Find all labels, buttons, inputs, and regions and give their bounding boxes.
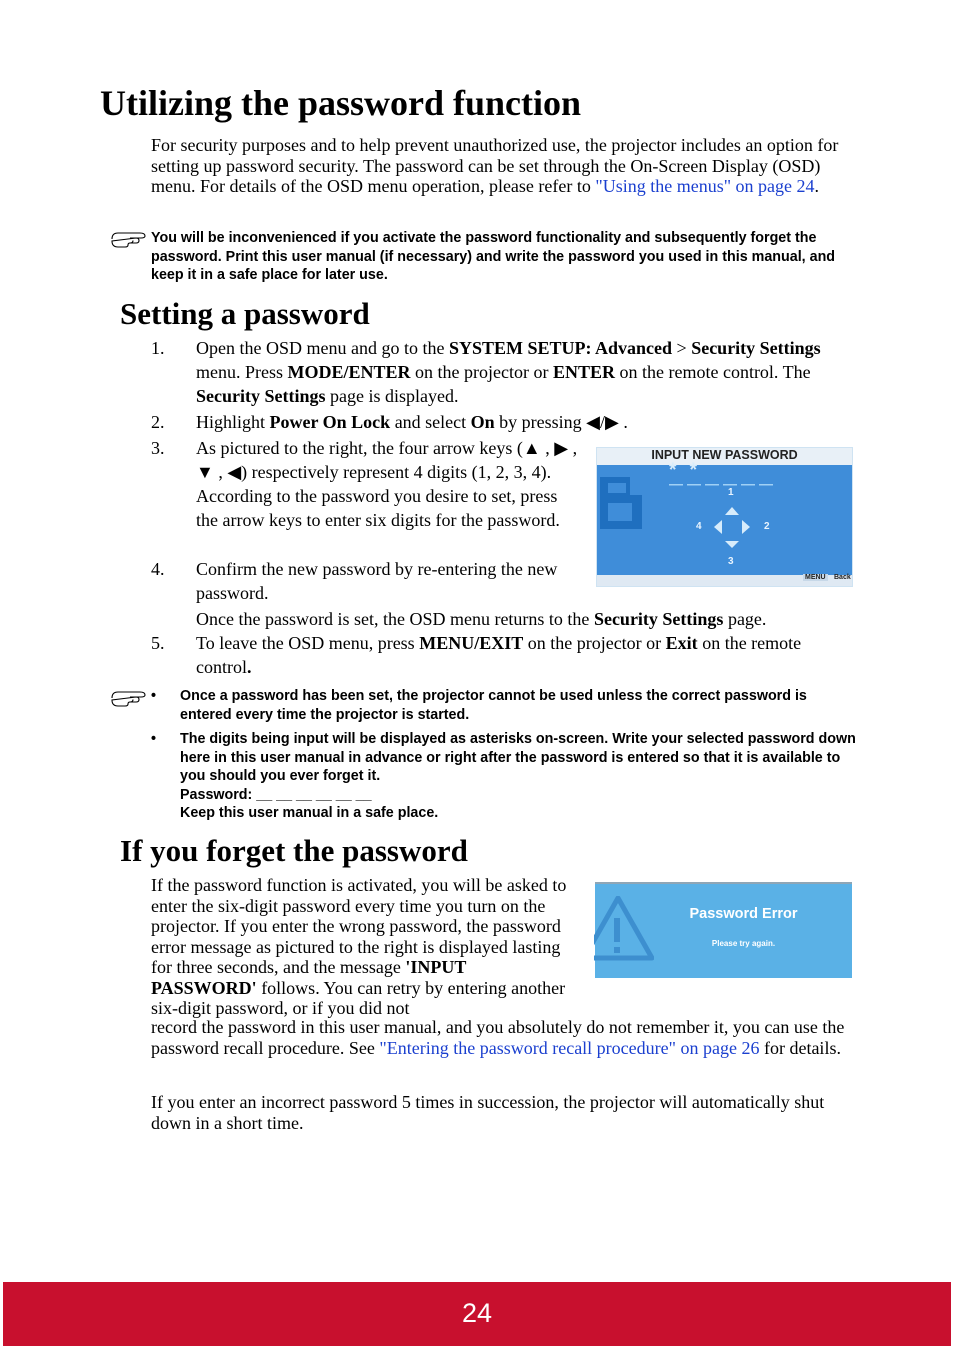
step-4-after: Once the password is set, the OSD menu returns to the Security Settings page. [196,609,767,629]
osd-digit-4: 4 [696,521,702,532]
osd-digit-3: 3 [728,556,734,567]
osd-digit-2: 2 [764,521,770,532]
forget-paragraph-1a: If the password function is activated, you will be asked to enter the six-digit password every time you turn on the projector. If you enter the wrong password, the password error message as pictured to the right is displayed lasting for three seconds, and the message 'INPUT PASSWORD' follows. You can retry by entering another six-digit password, or if you did not [151,875,567,1018]
step-number: 3. [151,438,165,458]
section-heading-setting: Setting a password [120,296,370,331]
note-warning: You will be inconvenienced if you activate the password functionality and subsequently forget the password. Print this user manual (if necessary) and write the password you used in this manual, and keep it in a safe place for later use. [151,230,836,283]
keep-manual-text: Keep this user manual in a safe place. [180,805,439,821]
step-number: 2. [151,412,165,432]
page-footer [3,1282,951,1346]
step-number: 1. [151,338,165,358]
page-number: 24 [461,1298,493,1328]
osd-menu-key: MENU [805,574,826,581]
osd-asterisks: * * [669,460,702,481]
step-number: 4. [151,559,165,579]
section-heading-forget: If you forget the password [120,833,468,868]
intro-text: For security purposes and to help prevent unauthorized use, the projector includes an option for setting up password security. The password can be set through the On-Screen Display (OSD) menu. For details of the OSD menu operation, please refer to [151,135,839,196]
note-bullet-2 [180,730,856,823]
forget-paragraph-1b: record the password in this user manual, and you absolutely do not remember it, you can use the password recall procedure. See "Entering the password recall procedure" on page 26 for details. [151,1017,845,1058]
osd-back-label: Back [834,574,851,581]
intro-end: . [814,176,820,196]
step-5-text: To leave the OSD menu, press MENU/EXIT on the projector or Exit on the remote control. [196,633,802,677]
note-hand-icon [110,230,148,248]
error-title: Password Error [689,906,798,922]
intro-paragraph [151,135,856,197]
error-subtitle: Please try again. [711,939,776,948]
step-4-text: Confirm the new password by re-entering the new password. [196,559,558,603]
page-title: Utilizing the password function [100,83,582,123]
step-1-text: Open the OSD menu and go to the SYSTEM SETUP: Advanced > Security Settings menu. Press MODE/ENTER on the projector or ENTER on the remote control. The Security Settings page is displayed. [196,338,821,406]
recall-procedure-link[interactable]: "Entering the password recall procedure" on page 26 [379,1037,760,1058]
left-right-arrow-icon: ◀/▶ [586,412,619,432]
osd-title: INPUT NEW PASSWORD [651,448,798,462]
bullet-marker: • [151,731,157,747]
note-bullet-1: Once a password has been set, the projector cannot be used unless the correct password is entered every time the projector is started. [180,688,807,723]
step-number: 5. [151,633,165,653]
step-2-text: Highlight Power On Lock and select On by pressing ◀/▶ . [196,412,628,432]
forget-paragraph-2: If you enter an incorrect password 5 times in succession, the projector will automatically shut down in a short time. [151,1092,825,1133]
note-bullet-2-text: The digits being input will be displayed as asterisks on-screen. Write your selected password down here in this user manual in advance or right after the password is entered so that it is available to you should you ever forget it. [180,731,856,784]
warning-icon [594,896,654,966]
bullet-marker: • [151,688,157,704]
password-write-field: Password: __ __ __ __ __ __ [180,786,372,803]
using-menus-link[interactable]: "Using the menus" on page 24 [595,176,815,196]
note-hand-icon [110,689,148,707]
step-3-text: As pictured to the right, the four arrow keys (▲ , ▶ , ▼ , ◀) respectively represent 4 digits (1, 2, 3, 4). According to the password you desire to set, press the arrow keys to enter six digits for the password. [196,438,578,530]
osd-input-password-image [596,447,853,587]
password-error-image [595,882,852,978]
osd-digit-1: 1 [728,487,734,498]
